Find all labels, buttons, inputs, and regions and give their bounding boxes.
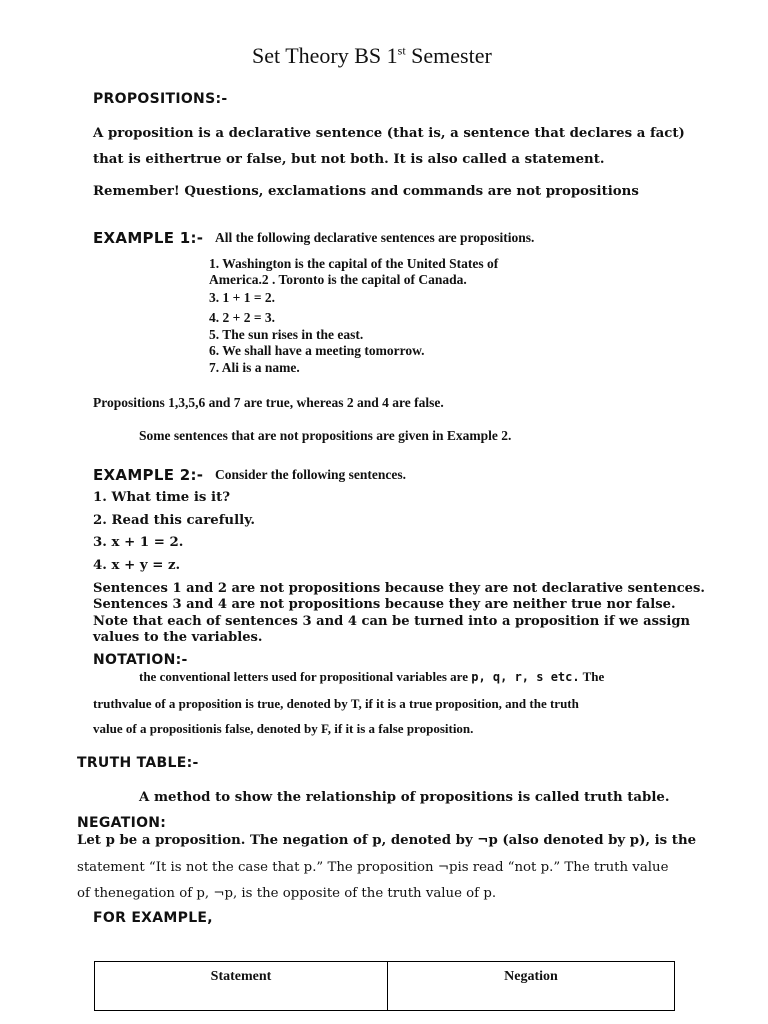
notation-variables: p, q, r, s etc. <box>471 670 580 684</box>
example2-intro: Consider the following sentences. <box>215 467 406 482</box>
example2-heading: EXAMPLE 2:- <box>93 466 204 484</box>
for-example-heading: FOR EXAMPLE, <box>93 910 213 926</box>
example1-summary: Propositions 1,3,5,6 and 7 are true, whereas 2 and 4 are false. <box>93 395 444 410</box>
truth-table-definition: A method to show the relationship of propositions is called truth table. <box>139 790 670 805</box>
table-header-negation: Negation <box>388 962 675 1011</box>
propositions-remember-note: Remember! Questions, exclamations and commands are not propositions <box>93 184 639 199</box>
notation-line-2: truthvalue of a proposition is true, denoted by T, if it is a true proposition, and the truth <box>93 696 579 711</box>
negation-heading: NEGATION: <box>77 815 167 831</box>
example2-item: 2. Read this carefully. <box>93 513 256 528</box>
example1-item: 6. We shall have a meeting tomorrow. <box>209 343 425 358</box>
notation-line-3: value of a propositionis false, denoted by F, if it is a false proposition. <box>93 721 474 736</box>
example1-item: 5. The sun rises in the east. <box>209 327 364 342</box>
example2-item: 1. What time is it? <box>93 490 231 505</box>
example1-item: 4. 2 + 2 = 3. <box>209 310 276 325</box>
example2-explanation-line: Note that each of sentences 3 and 4 can be turned into a proposition if we assign <box>93 614 691 629</box>
propositions-heading: PROPOSITIONS:- <box>93 91 228 107</box>
example1-item: 1. Washington is the capital of the United States of <box>209 256 499 271</box>
negation-line-3: of thenegation of p, ¬p, is the opposite of the truth value of p. <box>77 886 497 901</box>
propositions-definition-line-2: that is eithertrue or false, but not both. It is also called a statement. <box>93 152 605 167</box>
example2-explanation-line: Sentences 1 and 2 are not propositions because they are not declarative sentences. <box>93 581 705 596</box>
table-header-statement: Statement <box>95 962 388 1011</box>
example2-item: 4. x + y = z. <box>93 558 181 573</box>
truth-table-heading: TRUTH TABLE:- <box>77 755 199 771</box>
example1-item: America.2 . Toronto is the capital of Canada. <box>209 272 467 287</box>
page-title: Set Theory BS 1st Semester <box>252 43 492 68</box>
negation-line-2: statement “It is not the case that p.” The proposition ¬pis read “not p.” The truth value <box>77 860 669 875</box>
notation-line-1: the conventional letters used for propositional variables are p, q, r, s etc. The <box>139 669 605 684</box>
example1-note: Some sentences that are not propositions are given in Example 2. <box>139 428 512 443</box>
table-header-row <box>95 962 675 1011</box>
example1-intro: All the following declarative sentences are propositions. <box>215 230 535 245</box>
example2-explanation-line: values to the variables. <box>93 630 263 645</box>
example2-item: 3. x + 1 = 2. <box>93 535 184 550</box>
notation-heading: NOTATION:- <box>93 652 188 668</box>
example2-explanation-line: Sentences 3 and 4 are not propositions because they are neither true nor false. <box>93 597 676 612</box>
example1-item: 7. Ali is a name. <box>209 360 300 375</box>
example1-item: 3. 1 + 1 = 2. <box>209 290 276 305</box>
negation-line-1: Let p be a proposition. The negation of p, denoted by ¬p (also denoted by p), is the <box>77 833 697 848</box>
negation-table <box>94 961 675 1011</box>
propositions-definition-line-1: A proposition is a declarative sentence (that is, a sentence that declares a fact) <box>93 126 685 141</box>
example1-heading: EXAMPLE 1:- <box>93 229 204 247</box>
